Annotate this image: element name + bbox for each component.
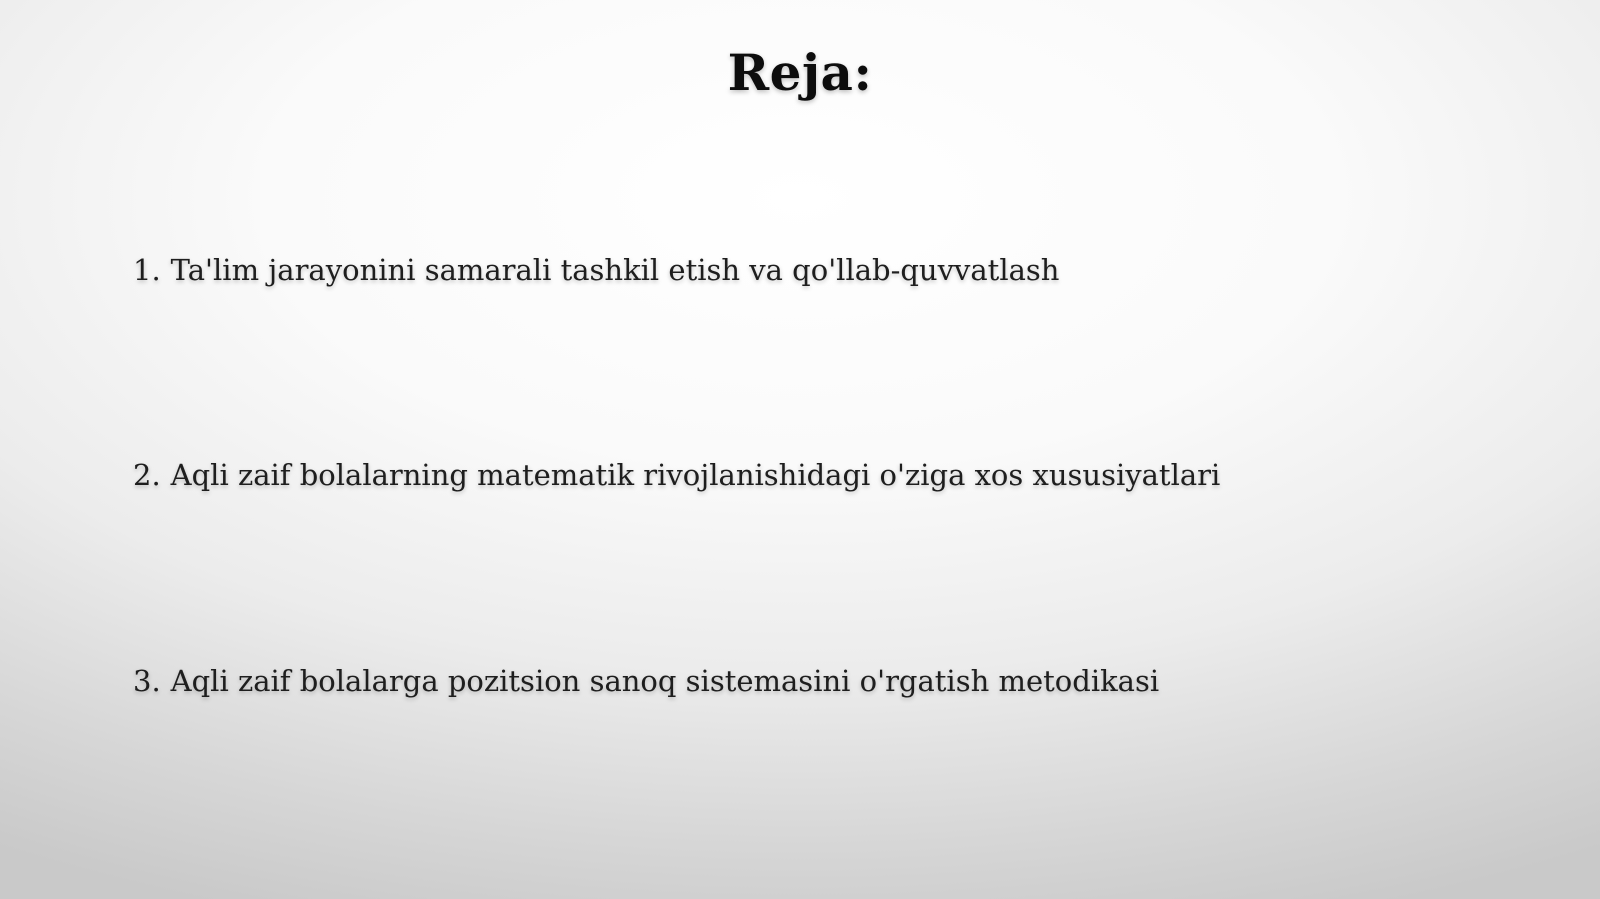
plan-item-2 (133, 455, 1220, 495)
plan-item-number: 1. (133, 253, 161, 287)
plan-item-text: Aqli zaif bolalarga pozitsion sanoq sistemasini o'rgatish metodikasi (170, 664, 1160, 698)
plan-item-1 (133, 250, 1059, 290)
plan-item-number: 3. (133, 664, 161, 698)
plan-item-number: 2. (133, 458, 161, 492)
plan-item-text: Ta'lim jarayonini samarali tashkil etish va qo'llab-quvvatlash (170, 253, 1060, 287)
plan-item-text: Aqli zaif bolalarning matematik rivojlanishidagi o'ziga xos xususiyatlari (170, 458, 1221, 492)
slide-title: Reja: (727, 43, 873, 102)
plan-item-3 (133, 661, 1159, 701)
